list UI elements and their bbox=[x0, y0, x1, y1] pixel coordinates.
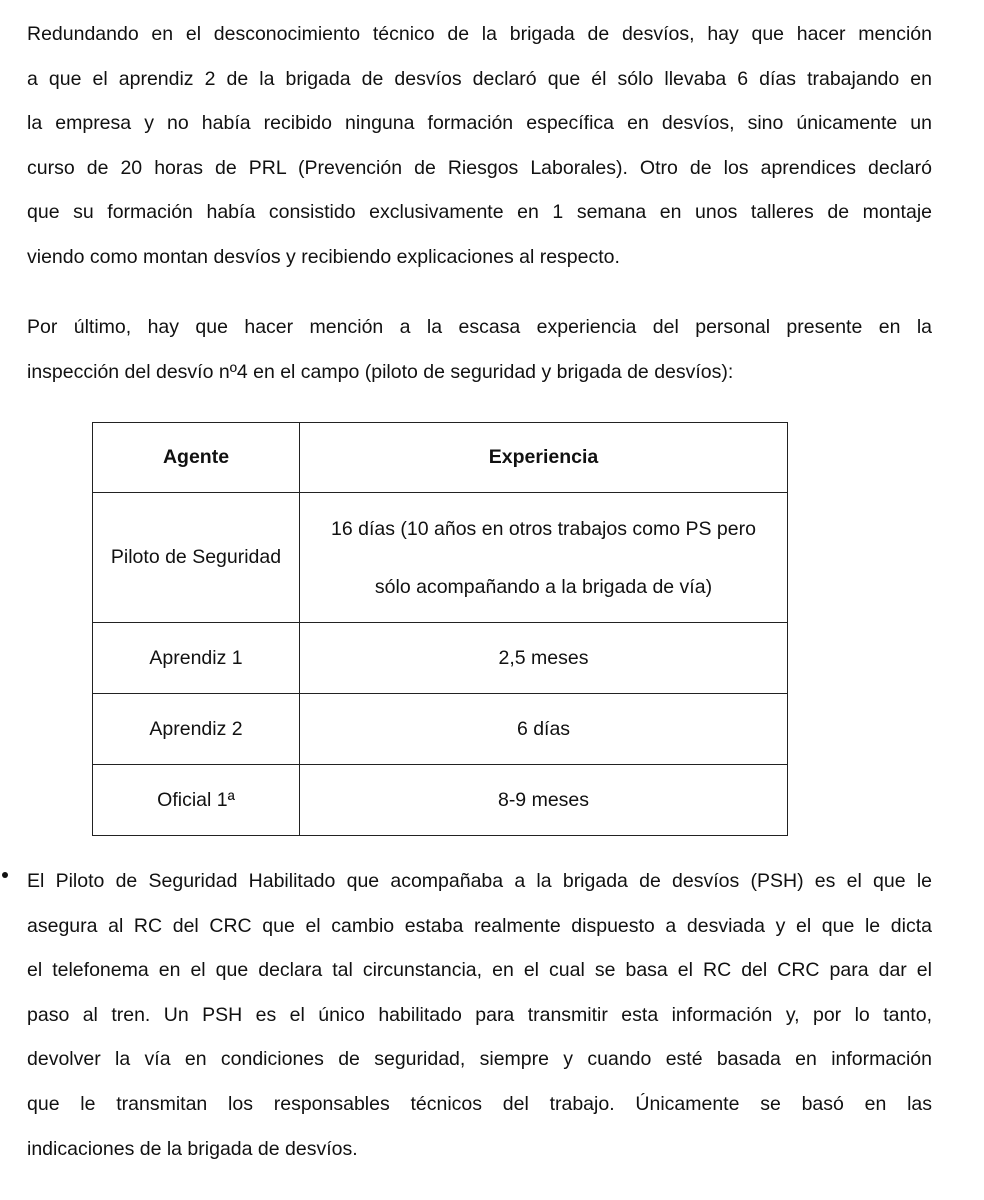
paragraph-line: El Piloto de Seguridad Habilitado que acompañaba a la brigada de desvíos (PSH) es el que le bbox=[27, 870, 932, 892]
header-agente: Agente bbox=[93, 423, 300, 493]
cell-agente: Oficial 1ª bbox=[93, 765, 300, 836]
paragraph-line: Por último, hay que hacer mención a la escasa experiencia del personal presente en la bbox=[27, 316, 932, 338]
cell-experiencia-line: sólo acompañando a la brigada de vía) bbox=[374, 575, 713, 598]
cell-experiencia bbox=[300, 493, 788, 623]
paragraph-line: inspección del desvío nº4 en el campo (piloto de seguridad y brigada de desvíos): bbox=[27, 360, 734, 383]
paragraph-line: indicaciones de la brigada de desvíos. bbox=[27, 1137, 358, 1160]
experience-table bbox=[92, 422, 788, 836]
header-experiencia: Experiencia bbox=[300, 423, 788, 493]
paragraph-line: Redundando en el desconocimiento técnico de la brigada de desvíos, hay que hacer mención bbox=[27, 23, 932, 45]
paragraph-line: curso de 20 horas de PRL (Prevención de Riesgos Laborales). Otro de los aprendices declaró bbox=[27, 156, 932, 179]
paragraph-line: asegura al RC del CRC que el cambio estaba realmente dispuesto a desviada y el que le dicta bbox=[27, 914, 932, 937]
paragraph-line: la empresa y no había recibido ninguna formación específica en desvíos, sino únicamente un bbox=[27, 112, 932, 135]
paragraph-psh bbox=[27, 859, 932, 1171]
table-row bbox=[93, 493, 788, 623]
table-header-row bbox=[93, 423, 788, 493]
paragraph-line: que le transmitan los responsables técnicos del trabajo. Únicamente se basó en las bbox=[27, 1092, 932, 1115]
cell-experiencia: 6 días bbox=[300, 694, 788, 765]
cell-agente: Aprendiz 1 bbox=[93, 623, 300, 694]
paragraph-experience bbox=[27, 305, 932, 394]
cell-experiencia: 2,5 meses bbox=[300, 623, 788, 694]
cell-agente: Aprendiz 2 bbox=[93, 694, 300, 765]
paragraph-line: paso al tren. Un PSH es el único habilitado para transmitir esta información y, por lo tanto, bbox=[27, 1003, 932, 1026]
paragraph-line: viendo como montan desvíos y recibiendo explicaciones al respecto. bbox=[27, 245, 620, 268]
paragraph-line: devolver la vía en condiciones de seguridad, siempre y cuando esté basada en información bbox=[27, 1048, 932, 1071]
cell-agente: Piloto de Seguridad bbox=[93, 493, 300, 623]
table-row bbox=[93, 765, 788, 836]
cell-experiencia: 8-9 meses bbox=[300, 765, 788, 836]
table-row bbox=[93, 694, 788, 765]
paragraph-line: a que el aprendiz 2 de la brigada de desvíos declaró que él sólo llevaba 6 días trabajando en bbox=[27, 67, 932, 90]
paragraph-line: que su formación había consistido exclusivamente en 1 semana en unos talleres de montaje bbox=[27, 201, 932, 224]
cell-experiencia-line: 16 días (10 años en otros trabajos como PS pero bbox=[331, 517, 756, 540]
table-row bbox=[93, 623, 788, 694]
bullet-icon bbox=[2, 872, 8, 878]
paragraph-training bbox=[27, 12, 932, 280]
paragraph-line: el telefonema en el que declara tal circunstancia, en el cual se basa el RC del CRC para dar el bbox=[27, 959, 932, 982]
